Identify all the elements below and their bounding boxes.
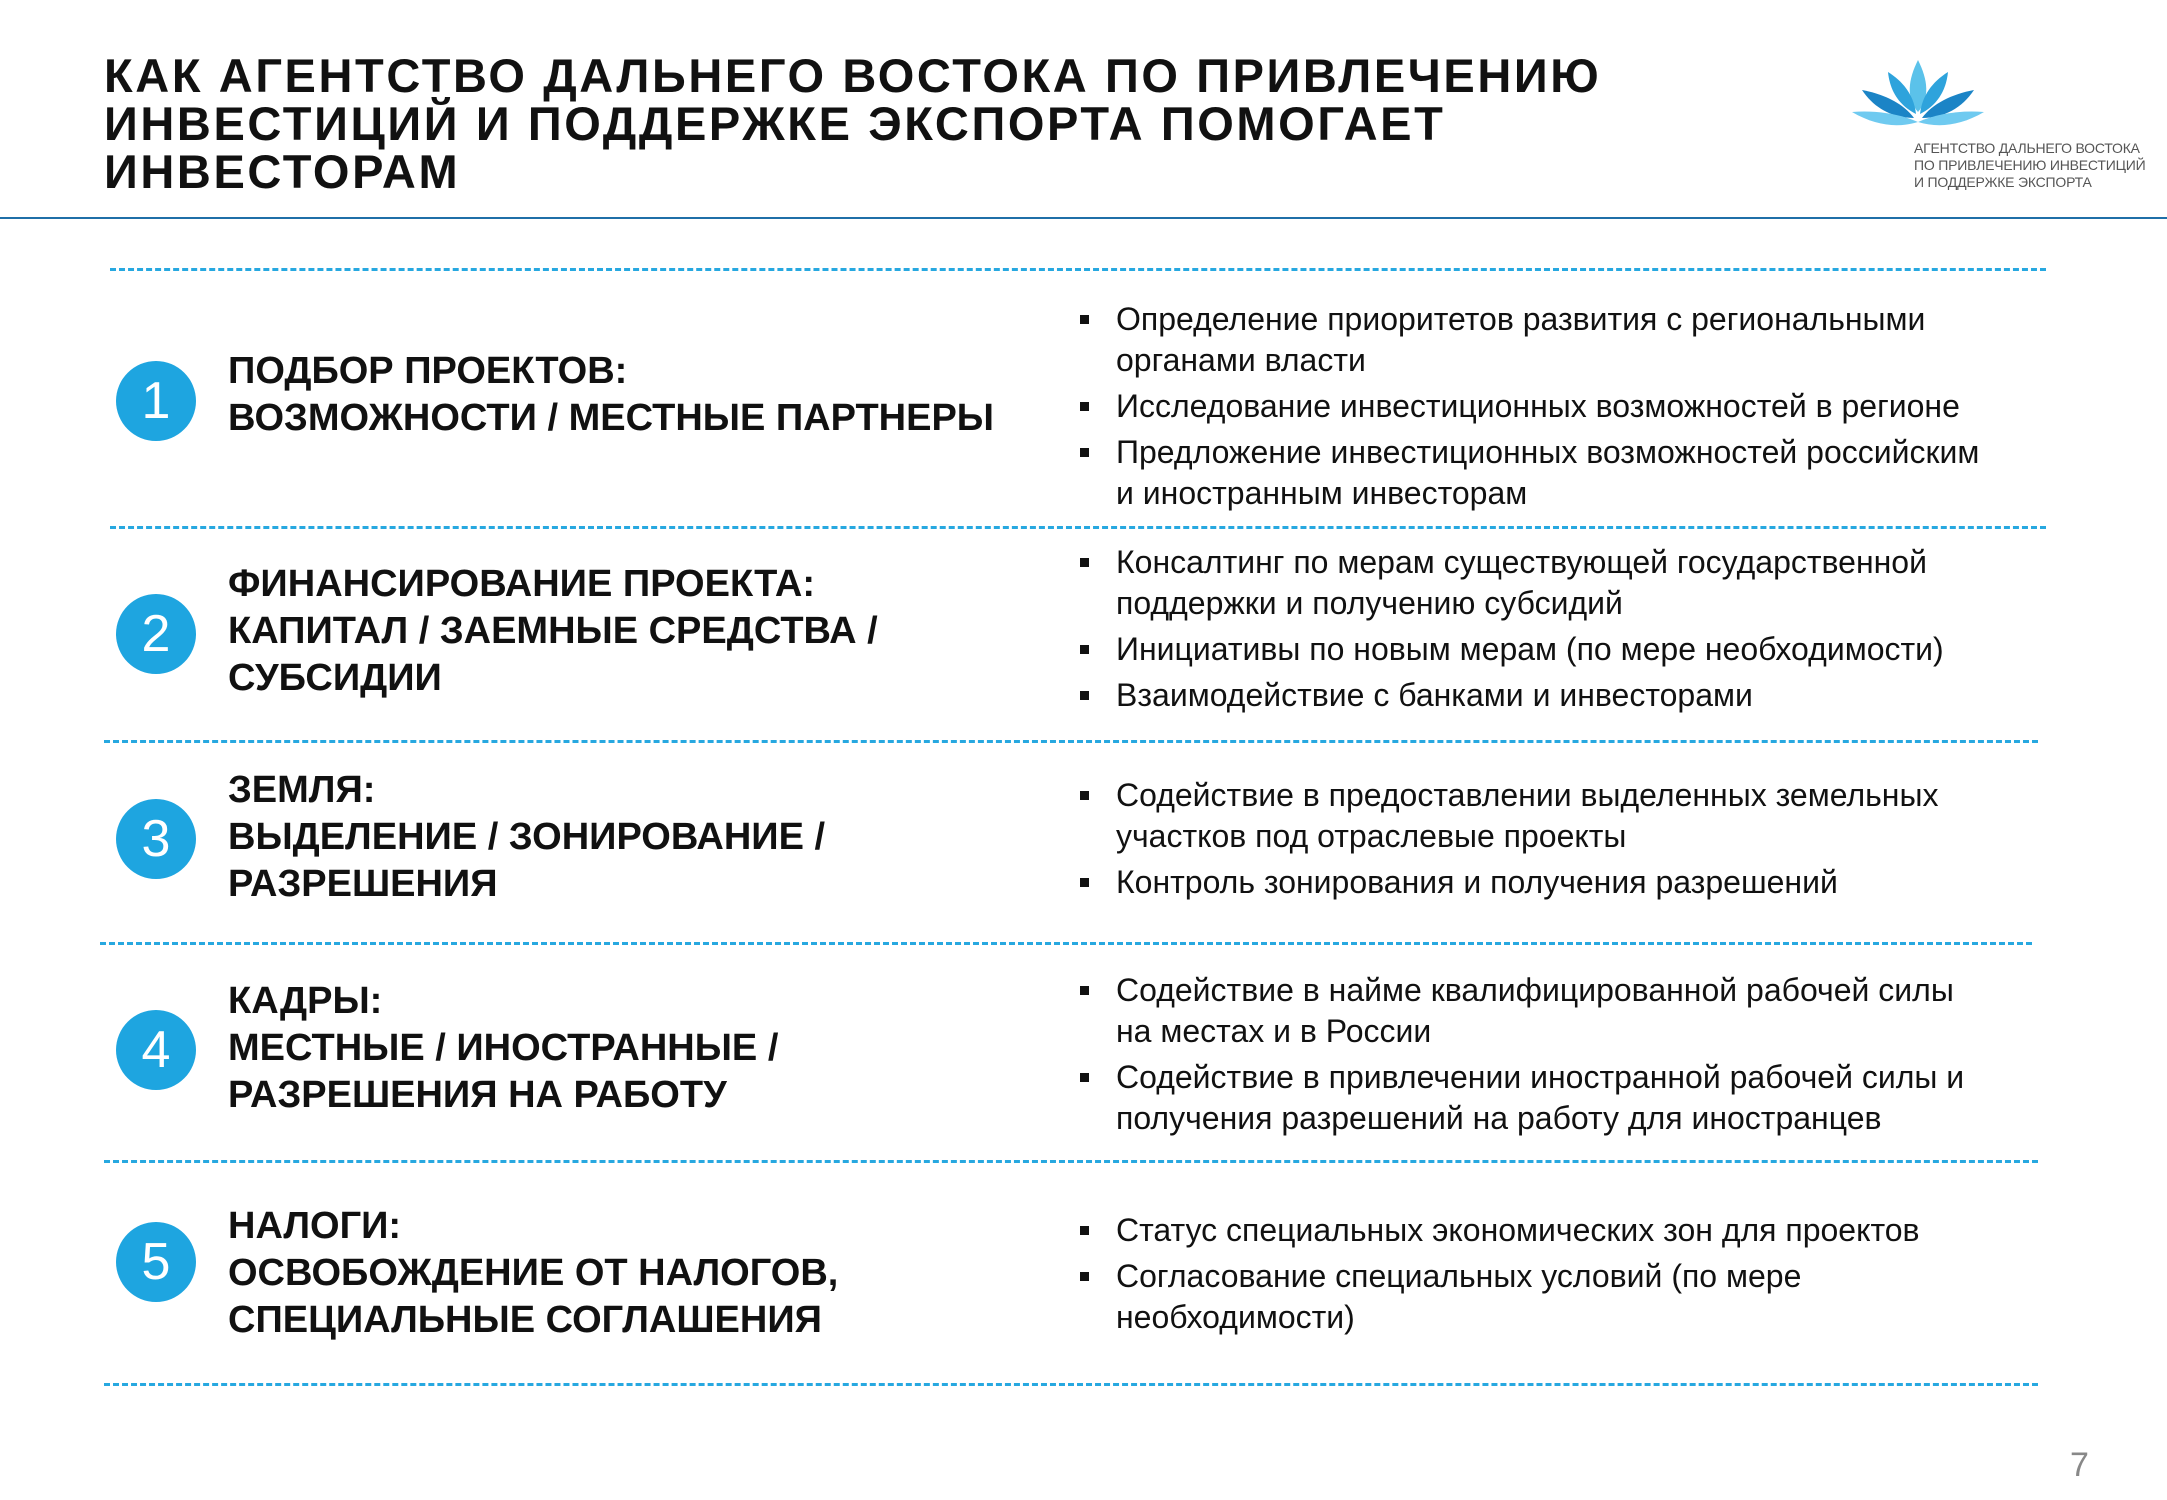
service-title-line: СУБСИДИИ	[228, 657, 442, 699]
row-separator	[104, 1160, 2038, 1163]
bullet-line: Содействие в предоставлении выделенных земельных	[1116, 777, 1939, 813]
step-number-badge: 1	[116, 361, 196, 441]
service-title-line: НАЛОГИ:	[228, 1205, 402, 1247]
agency-logo-text	[1914, 140, 2144, 191]
service-title-line: ПОДБОР ПРОЕКТОВ:	[228, 350, 628, 392]
service-title	[228, 1203, 1048, 1344]
logo-text-line: АГЕНТСТВО ДАЛЬНЕГО ВОСТОКА	[1914, 140, 2140, 156]
row-separator	[110, 526, 2046, 529]
bullet-line: Согласование специальных условий (по мере	[1116, 1258, 1802, 1294]
service-bullets	[1076, 542, 2076, 721]
bullet-item	[1076, 970, 2076, 1052]
logo-text-line: И ПОДДЕРЖКЕ ЭКСПОРТА	[1914, 174, 2092, 190]
service-title-line: РАЗРЕШЕНИЯ	[228, 863, 498, 905]
bullet-line: Статус специальных экономических зон для проектов	[1116, 1212, 1920, 1248]
service-title-line: МЕСТНЫЕ / ИНОСТРАННЫЕ /	[228, 1027, 779, 1069]
service-title	[228, 978, 1048, 1119]
step-number-badge: 4	[116, 1010, 196, 1090]
bullet-item	[1076, 775, 2076, 857]
agency-logo	[1848, 50, 2146, 200]
bullet-line: органами власти	[1116, 342, 1366, 378]
service-bullets	[1076, 1210, 2076, 1343]
slide-title-line: ИНВЕСТОРАМ	[104, 145, 461, 198]
service-title-line: КАДРЫ:	[228, 980, 383, 1022]
service-title	[228, 767, 1048, 908]
service-title	[228, 561, 1048, 702]
bullet-item	[1076, 675, 2076, 716]
bullet-line: Инициативы по новым мерам (по мере необходимости)	[1116, 631, 1944, 667]
step-number-badge: 2	[116, 594, 196, 674]
step-number-badge: 5	[116, 1222, 196, 1302]
slide-title-line: КАК АГЕНТСТВО ДАЛЬНЕГО ВОСТОКА ПО ПРИВЛЕЧЕНИЮ	[104, 49, 1602, 102]
row-separator	[100, 942, 2032, 945]
service-title-line: ВЫДЕЛЕНИЕ / ЗОНИРОВАНИЕ /	[228, 816, 826, 858]
bullet-line: Определение приоритетов развития с региональными	[1116, 301, 1926, 337]
bullet-line: поддержки и получению субсидий	[1116, 585, 1623, 621]
bullet-line: Контроль зонирования и получения разрешений	[1116, 864, 1838, 900]
bullet-line: Содействие в найме квалифицированной рабочей силы	[1116, 972, 1954, 1008]
row-separator	[104, 1383, 2038, 1386]
step-number-badge: 3	[116, 799, 196, 879]
service-title-line: ФИНАНСИРОВАНИЕ ПРОЕКТА:	[228, 563, 815, 605]
row-separator	[110, 268, 2046, 271]
service-title-line: ВОЗМОЖНОСТИ / МЕСТНЫЕ ПАРТНЕРЫ	[228, 397, 995, 439]
bullet-line: Предложение инвестиционных возможностей российским	[1116, 434, 1980, 470]
bullet-item	[1076, 862, 2076, 903]
bullet-line: получения разрешений на работу для иностранцев	[1116, 1100, 1882, 1136]
service-bullets	[1076, 775, 2076, 908]
bullet-line: участков под отраслевые проекты	[1116, 818, 1627, 854]
service-bullets	[1076, 970, 2076, 1144]
bullet-item	[1076, 1210, 2076, 1251]
logo-text-line: ПО ПРИВЛЕЧЕНИЮ ИНВЕСТИЦИЙ	[1914, 157, 2146, 173]
bullet-item	[1076, 1057, 2076, 1139]
bullet-line: на местах и в России	[1116, 1013, 1432, 1049]
bullet-line: и иностранным инвесторам	[1116, 475, 1528, 511]
bullet-line: Исследование инвестиционных возможностей в регионе	[1116, 388, 1960, 424]
slide-title-line: ИНВЕСТИЦИЙ И ПОДДЕРЖКЕ ЭКСПОРТА ПОМОГАЕТ	[104, 97, 1446, 150]
page-number: 7	[2070, 1446, 2089, 1484]
header-divider	[0, 217, 2167, 219]
service-title-line: РАЗРЕШЕНИЯ НА РАБОТУ	[228, 1074, 727, 1116]
bullet-item	[1076, 386, 2076, 427]
service-title-line: ЗЕМЛЯ:	[228, 769, 376, 811]
slide-title	[104, 49, 1604, 198]
bullet-line: необходимости)	[1116, 1299, 1355, 1335]
bullet-item	[1076, 629, 2076, 670]
lotus-flower-logo-icon	[1848, 50, 1988, 140]
service-title-line: ОСВОБОЖДЕНИЕ ОТ НАЛОГОВ,	[228, 1252, 839, 1294]
service-title-line: КАПИТАЛ / ЗАЕМНЫЕ СРЕДСТВА /	[228, 610, 878, 652]
bullet-item	[1076, 299, 2076, 381]
bullet-item	[1076, 1256, 2076, 1338]
bullet-line: Содействие в привлечении иностранной рабочей силы и	[1116, 1059, 1965, 1095]
service-title	[228, 348, 1048, 442]
service-bullets	[1076, 299, 2076, 519]
bullet-item	[1076, 432, 2076, 514]
service-title-line: СПЕЦИАЛЬНЫЕ СОГЛАШЕНИЯ	[228, 1299, 822, 1341]
bullet-line: Взаимодействие с банками и инвесторами	[1116, 677, 1753, 713]
bullet-line: Консалтинг по мерам существующей государственной	[1116, 544, 1927, 580]
row-separator	[104, 740, 2038, 743]
bullet-item	[1076, 542, 2076, 624]
